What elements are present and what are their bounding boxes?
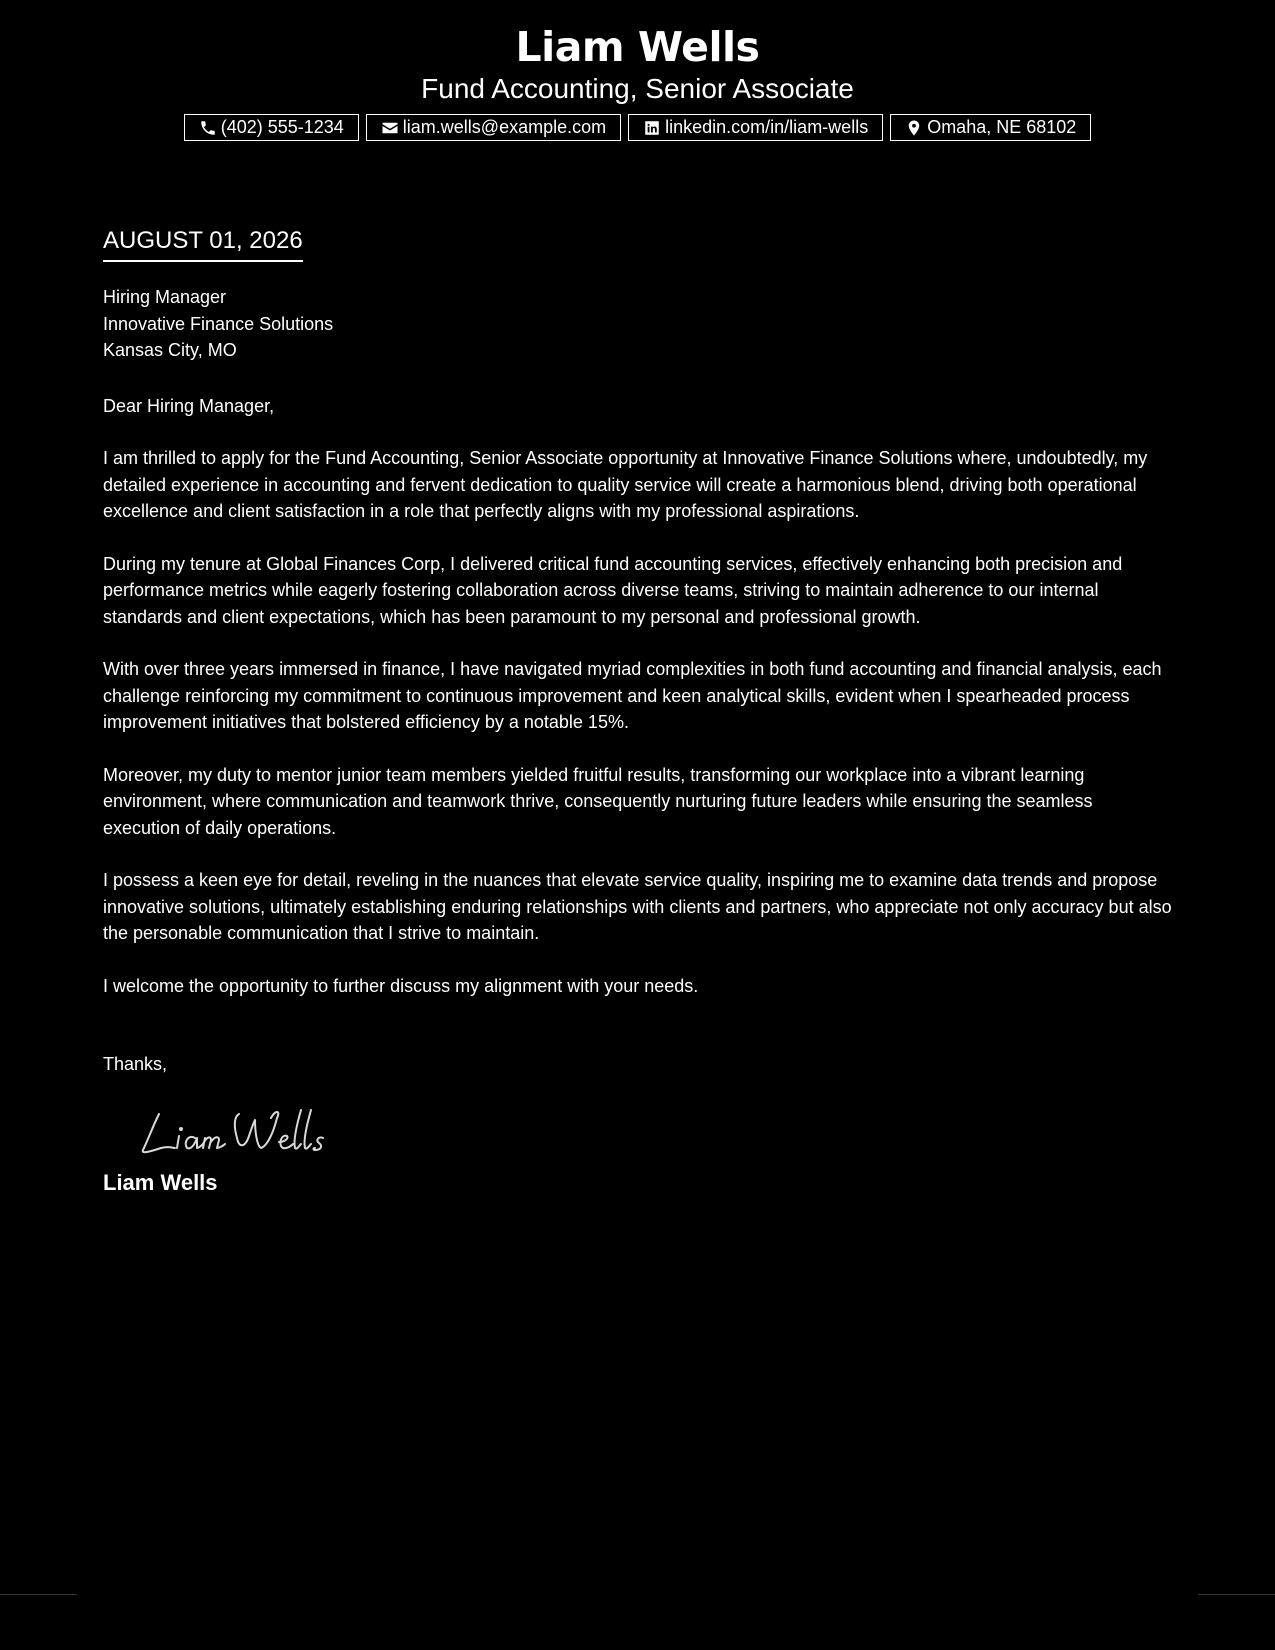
- contact-linkedin[interactable]: [628, 114, 883, 141]
- linkedin-icon: [643, 119, 661, 137]
- contact-phone-text: (402) 555-1234: [220, 117, 344, 137]
- body-paragraph: I am thrilled to apply for the Fund Accounting, Senior Associate opportunity at Innovative Finance Solutions where, undoubtedly, my detailed experience in accounting and fervent dedication to quality service will create a harmonious blend, driving both operational excellence and client satisfaction in a role that perfectly aligns with my professional aspirations.: [103, 448, 1148, 521]
- letter-date: AUGUST 01, 2026: [103, 226, 303, 262]
- phone-icon: [199, 119, 217, 137]
- signer-name: Liam Wells: [103, 1169, 218, 1195]
- letter-body: [103, 226, 1173, 1198]
- contact-email[interactable]: [366, 114, 621, 141]
- handwritten-signature: [139, 1098, 1173, 1168]
- recipient-line: Kansas City, MO: [103, 340, 237, 360]
- contact-email-text: liam.wells@example.com: [402, 117, 607, 137]
- letterhead: [0, 22, 1275, 141]
- salutation: Dear Hiring Manager,: [103, 395, 275, 416]
- applicant-title: Fund Accounting, Senior Associate: [421, 73, 854, 104]
- recipient-line: Hiring Manager: [103, 287, 227, 307]
- applicant-name: Liam Wells: [515, 23, 760, 71]
- contact-phone[interactable]: [184, 114, 359, 141]
- footer-divider-right: [1198, 1594, 1275, 1595]
- footer-divider-left: [0, 1594, 77, 1595]
- closing: Thanks,: [103, 1054, 168, 1074]
- contact-location[interactable]: [890, 114, 1091, 141]
- contact-linkedin-text: linkedin.com/in/liam-wells: [665, 117, 869, 137]
- envelope-icon: [381, 119, 399, 137]
- recipient-line: Innovative Finance Solutions: [103, 313, 334, 334]
- body-paragraph: During my tenure at Global Finances Corp, I delivered critical fund accounting services, effectively enhancing both precision and performance metrics while eagerly fostering collaboration across diverse teams, striving to maintain adherence to our internal standards and client expectations, which has been paramount to my personal and professional growth.: [103, 553, 1123, 627]
- body-paragraph: Moreover, my duty to mentor junior team members yielded fruitful results, transforming our workplace into a vibrant learning environment, where communication and teamwork thrive, consequently nurturing future leaders while ensuring the seamless execution of daily operations.: [103, 764, 1093, 838]
- recipient-block: [103, 284, 1173, 364]
- contact-bar: [0, 114, 1275, 141]
- body-paragraph: I possess a keen eye for detail, reveling in the nuances that elevate service quality, inspiring me to examine data trends and propose innovative solutions, ultimately establishing enduring relationships with clients and partners, who appreciate not only accuracy but also the personable communication that I strive to maintain.: [103, 870, 1172, 943]
- contact-location-text: Omaha, NE 68102: [927, 117, 1077, 137]
- map-pin-icon: [905, 119, 923, 137]
- body-paragraph: I welcome the opportunity to further discuss my alignment with your needs.: [103, 975, 699, 996]
- body-paragraph: With over three years immersed in finance, I have navigated myriad complexities in both fund accounting and financial analysis, each challenge reinforcing my commitment to continuous improvement and keen analytical skills, evident when I spearheaded process improvement initiatives that bolstered efficiency by a notable 15%.: [103, 659, 1162, 732]
